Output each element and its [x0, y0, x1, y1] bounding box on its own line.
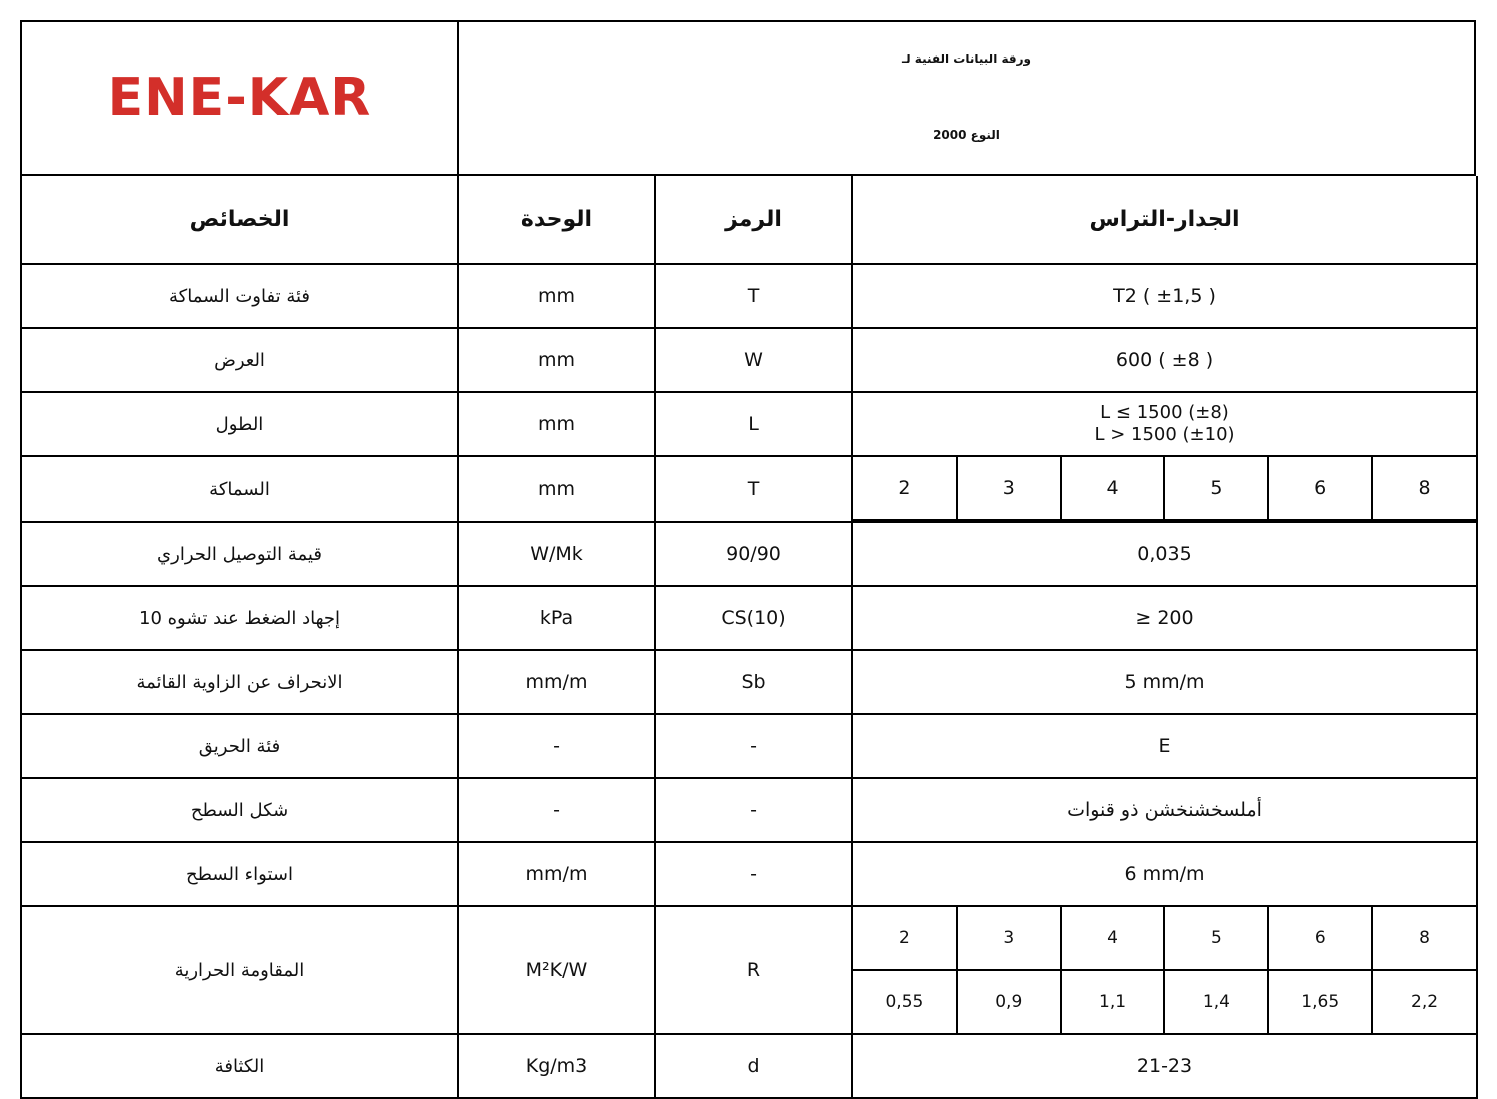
value-cell: أملسخشنخشن ذو قنوات	[852, 778, 1477, 842]
properties-table	[20, 176, 1478, 1099]
table-row	[21, 714, 1477, 778]
value-cell: T2 ( ±1,5 )	[852, 264, 1477, 328]
table-row	[21, 1034, 1477, 1098]
table-row	[21, 456, 1477, 522]
value-cell: 5 mm/m	[852, 650, 1477, 714]
symbol-cell: L	[655, 392, 852, 456]
property-cell: إجهاد الضغط عند تشوه 10	[21, 586, 458, 650]
thickness-values	[852, 456, 1477, 522]
unit-cell: kPa	[458, 586, 655, 650]
logo-cell	[22, 22, 459, 174]
value-cell: 0,035	[852, 522, 1477, 586]
title-line-2: النوع 2000	[933, 128, 1000, 142]
unit-cell: -	[458, 714, 655, 778]
table-row	[21, 778, 1477, 842]
value-cell: E	[852, 714, 1477, 778]
thermal-resistance-values	[852, 906, 1477, 1034]
thickness-value: 6	[1268, 457, 1372, 520]
property-cell: قيمة التوصيل الحراري	[21, 522, 458, 586]
property-cell: السماكة	[21, 456, 458, 522]
property-cell: شكل السطح	[21, 778, 458, 842]
title-line-1: ورقة البيانات الفنية لـ	[902, 52, 1031, 66]
property-cell: فئة الحريق	[21, 714, 458, 778]
symbol-cell: -	[655, 778, 852, 842]
resistance-value: 1,4	[1164, 970, 1268, 1033]
column-header-value: الجدار-التراس	[852, 176, 1477, 264]
symbol-cell: -	[655, 714, 852, 778]
property-cell: الطول	[21, 392, 458, 456]
thickness-value: 4	[1061, 907, 1165, 970]
length-tolerance-1: L ≤ 1500 (±8)	[1100, 402, 1229, 423]
table-row	[21, 586, 1477, 650]
value-cell: 600 ( ±8 )	[852, 328, 1477, 392]
symbol-cell: 90/90	[655, 522, 852, 586]
symbol-cell: R	[655, 906, 852, 1034]
symbol-cell: Sb	[655, 650, 852, 714]
property-cell: المقاومة الحرارية	[21, 906, 458, 1034]
thickness-value: 5	[1164, 457, 1268, 520]
table-row	[21, 906, 1477, 1034]
symbol-cell: W	[655, 328, 852, 392]
symbol-cell: T	[655, 264, 852, 328]
table-row	[21, 522, 1477, 586]
column-header-symbol: الرمز	[655, 176, 852, 264]
unit-cell: mm	[458, 264, 655, 328]
symbol-cell: T	[655, 456, 852, 522]
unit-cell: mm	[458, 456, 655, 522]
thickness-value: 8	[1372, 907, 1476, 970]
property-cell: العرض	[21, 328, 458, 392]
table-row	[21, 328, 1477, 392]
property-cell: فئة تفاوت السماكة	[21, 264, 458, 328]
datasheet	[20, 20, 1476, 1077]
unit-cell: mm	[458, 328, 655, 392]
unit-cell: Kg/m3	[458, 1034, 655, 1098]
property-cell: الانحراف عن الزاوية القائمة	[21, 650, 458, 714]
logo: ENE-KAR	[107, 68, 372, 128]
resistance-value: 2,2	[1411, 992, 1439, 1012]
thickness-value: 8	[1372, 457, 1476, 520]
thickness-value: 2	[853, 457, 957, 520]
column-header-property: الخصائص	[21, 176, 458, 264]
resistance-value: 0,55	[853, 970, 957, 1033]
unit-cell: mm/m	[458, 842, 655, 906]
resistance-value: 1,1	[1061, 970, 1165, 1033]
resistance-value: 0,9	[957, 970, 1061, 1033]
table-row	[21, 650, 1477, 714]
title-cell	[459, 22, 1474, 174]
value-cell	[852, 392, 1477, 456]
table-row	[21, 264, 1477, 328]
unit-cell: mm/m	[458, 650, 655, 714]
symbol-cell: -	[655, 842, 852, 906]
thickness-value: 3	[957, 907, 1061, 970]
unit-cell: M²K/W	[458, 906, 655, 1034]
length-tolerance-2: L > 1500 (±10)	[1094, 424, 1235, 445]
thickness-value: 6	[1268, 907, 1372, 970]
property-cell: الكثافة	[21, 1034, 458, 1098]
property-cell: استواء السطح	[21, 842, 458, 906]
unit-cell: W/Mk	[458, 522, 655, 586]
header	[20, 20, 1476, 176]
unit-cell: mm	[458, 392, 655, 456]
column-header-unit: الوحدة	[458, 176, 655, 264]
symbol-cell: d	[655, 1034, 852, 1098]
thickness-value: 3	[957, 457, 1061, 520]
table-row	[21, 392, 1477, 456]
thickness-value: 4	[1061, 457, 1165, 520]
value-cell: ≥ 200	[852, 586, 1477, 650]
value-cell: 21-23	[852, 1034, 1477, 1098]
resistance-value: 1,65	[1268, 970, 1372, 1033]
table-row	[21, 842, 1477, 906]
value-cell: 6 mm/m	[852, 842, 1477, 906]
thickness-value: 5	[1164, 907, 1268, 970]
symbol-cell: CS(10)	[655, 586, 852, 650]
unit-cell: -	[458, 778, 655, 842]
table-header-row	[21, 176, 1477, 264]
thickness-value: 2	[853, 907, 957, 970]
